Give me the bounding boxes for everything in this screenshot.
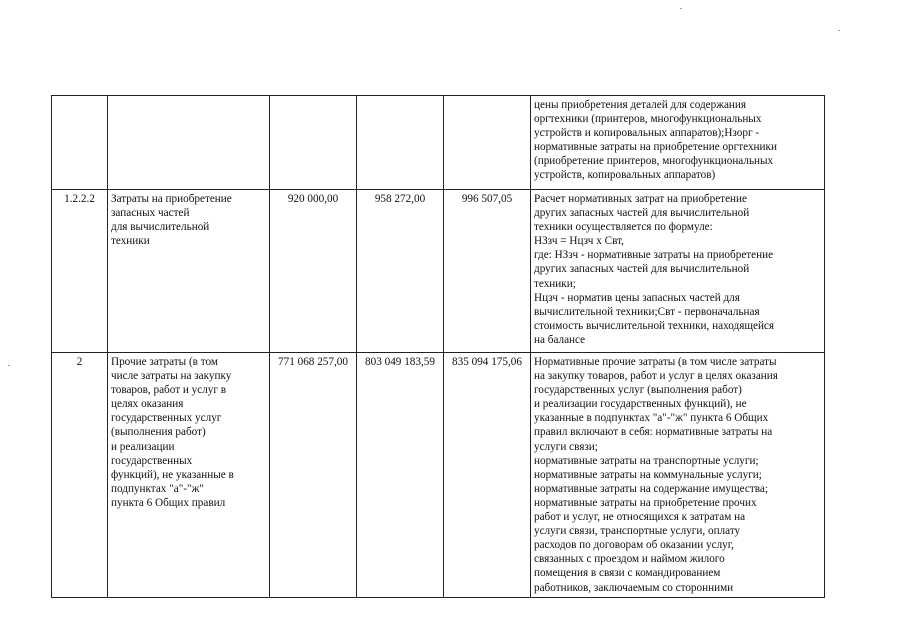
description-line: других запасных частей для вычислительной [534, 207, 750, 220]
expense-name-cell [108, 190, 270, 353]
description-line: связанных с проездом и наймом жилого [534, 553, 725, 566]
description-line: правил включают в себя: нормативные затраты на [534, 426, 773, 439]
description-line: вычислительной техники;Свт - первоначальная [534, 305, 760, 318]
expense-name-line: подпунктах "а"-"ж" [111, 482, 204, 495]
scan-speck [680, 8, 682, 9]
description-line: нормативные затраты на содержание имущества; [534, 482, 768, 495]
expense-name-line: Затраты на приобретение [111, 193, 232, 205]
description-line: других запасных частей для вычислительной [534, 263, 750, 276]
description-line: указанные в подпунктах "а"-"ж" пункта 6 Общих [534, 412, 769, 425]
description-line: помещения в связи с командированием [534, 567, 721, 580]
expense-name-line: для вычислительной [111, 221, 210, 234]
expense-name-line: (выполнения работ) [111, 426, 206, 439]
expense-name-line: числе затраты на закупку [111, 370, 232, 383]
description-line: государственных услуг (выполнения работ) [534, 384, 742, 397]
description-line: НЗзч = Нцзч х Свт, [534, 235, 624, 248]
amount-year-1-cell [270, 96, 357, 190]
description-line: техники осуществляется по формуле: [534, 221, 713, 234]
description-line: работ и услуг, не относящихся к затратам на [534, 511, 746, 524]
expenses-table [51, 95, 825, 598]
description-line: нормативные затраты на приобретение прочих [534, 496, 757, 509]
expense-name-cell [108, 353, 270, 598]
description-line: работников, заключаемым со сторонними [534, 581, 734, 594]
expense-name-line: пункта 6 Общих правил [111, 496, 226, 509]
description-line: устройств, копировальных аппаратов) [534, 169, 716, 182]
description-line: на закупку товаров, работ и услуг в целях оказания [534, 370, 778, 383]
amount-year-1-cell: 771 068 257,00 [270, 353, 357, 598]
description-line: Расчет нормативных затрат на приобретение [534, 193, 747, 205]
description-line: нормативные затраты на приобретение оргтехники [534, 141, 777, 154]
table-row [52, 96, 825, 190]
description-line: расходов по договорам об оказании услуг, [534, 539, 734, 552]
description-line: (приобретение принтеров, многофункциональных [534, 155, 774, 168]
page-crop [0, 613, 904, 640]
expense-name-cell [108, 96, 270, 190]
row-number-cell [52, 96, 108, 190]
expense-name-line: целях оказания [111, 398, 184, 411]
description-line: оргтехники (принтеров, многофункциональных [534, 113, 762, 126]
expense-name-line: товаров, работ и услуг в [111, 384, 227, 397]
expense-name-line: государственных услуг [111, 412, 222, 425]
table-row [52, 353, 825, 598]
expense-name-line: и реализации [111, 440, 175, 453]
description-line: Нцзч - норматив цены запасных частей для [534, 291, 740, 304]
description-line: и реализации государственных функций), не [534, 398, 747, 411]
description-line: цены приобретения деталей для содержания [534, 99, 747, 111]
description-line: на балансе [534, 333, 586, 346]
calculation-description-cell [531, 190, 825, 353]
description-line: стоимость вычислительной техники, находящейся [534, 319, 775, 332]
expense-name-line: техники [111, 235, 150, 248]
description-line: услуги связи, транспортные услуги, оплату [534, 525, 741, 538]
amount-year-2-cell: 803 049 183,59 [357, 353, 444, 598]
description-line: устройств и копировальных аппаратов);Нзорг - [534, 127, 760, 140]
amount-year-2-cell: 958 272,00 [357, 190, 444, 353]
expense-name-line: Прочие затраты (в том [111, 356, 218, 368]
amount-year-3-cell [444, 96, 531, 190]
amount-year-2-cell [357, 96, 444, 190]
table-row [52, 190, 825, 353]
amount-year-3-cell: 835 094 175,06 [444, 353, 531, 598]
description-line: нормативные затраты на коммунальные услуги; [534, 468, 762, 481]
description-line: услуги связи; [534, 440, 598, 453]
scan-speck [838, 30, 840, 31]
description-line: Нормативные прочие затраты (в том числе затраты [534, 356, 777, 368]
row-number-cell: 1.2.2.2 [52, 190, 108, 353]
row-number-cell: 2 [52, 353, 108, 598]
calculation-description-cell [531, 96, 825, 190]
amount-year-3-cell: 996 507,05 [444, 190, 531, 353]
calculation-description-cell [531, 353, 825, 598]
description-line: где: НЗзч - нормативные затраты на приобретение [534, 249, 774, 262]
description-line: техники; [534, 277, 576, 290]
scan-speck [8, 365, 10, 366]
amount-year-1-cell: 920 000,00 [270, 190, 357, 353]
expense-name-line: государственных [111, 454, 193, 467]
expense-name-line: запасных частей [111, 207, 190, 220]
expense-name-line: функций), не указанные в [111, 468, 234, 481]
description-line: нормативные затраты на транспортные услуги; [534, 454, 759, 467]
